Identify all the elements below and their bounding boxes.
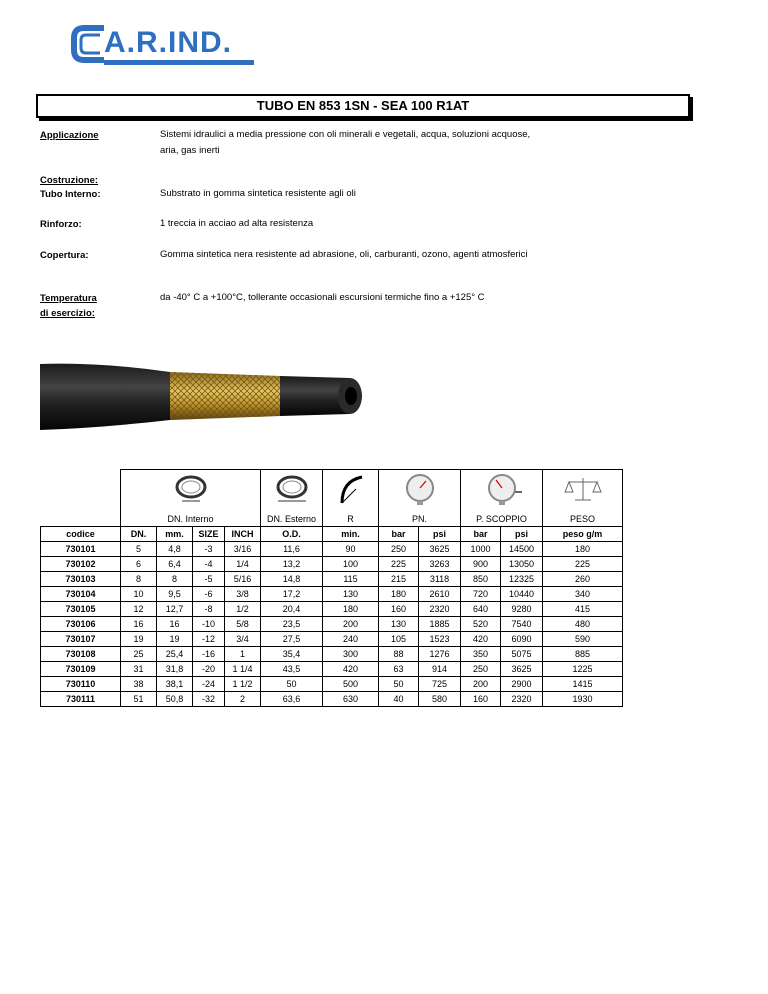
- peso-header: PESO: [543, 512, 623, 527]
- table-cell: 180: [379, 587, 419, 602]
- table-cell: 1885: [419, 617, 461, 632]
- table-cell: 6: [121, 557, 157, 572]
- table-cell: 35,4: [261, 647, 323, 662]
- table-cell: 50,8: [157, 692, 193, 707]
- table-cell: 2320: [501, 692, 543, 707]
- table-cell: 630: [323, 692, 379, 707]
- table-cell: -6: [193, 587, 225, 602]
- table-row: [41, 617, 623, 632]
- table-cell: 38,1: [157, 677, 193, 692]
- table-cell: 12,7: [157, 602, 193, 617]
- table-cell: -20: [193, 662, 225, 677]
- table-cell: 180: [323, 602, 379, 617]
- pn-header: PN.: [379, 512, 461, 527]
- table-cell: 3625: [419, 542, 461, 557]
- table-cell: 1225: [543, 662, 623, 677]
- table-cell: 2: [225, 692, 261, 707]
- product-code-cell: 730105: [41, 602, 121, 617]
- copertura-label: Copertura:: [40, 250, 89, 261]
- column-header: DN.: [121, 527, 157, 542]
- table-cell: 8: [121, 572, 157, 587]
- table-cell: -3: [193, 542, 225, 557]
- product-code-cell: 730103: [41, 572, 121, 587]
- table-cell: 130: [323, 587, 379, 602]
- table-cell: 725: [419, 677, 461, 692]
- table-cell: 160: [461, 692, 501, 707]
- table-cell: 180: [543, 542, 623, 557]
- dn-interno-header: DN. Interno: [121, 512, 261, 527]
- column-header: INCH: [225, 527, 261, 542]
- tubo-interno-label: Tubo Interno:: [40, 189, 101, 200]
- table-cell: 105: [379, 632, 419, 647]
- table-cell: 300: [323, 647, 379, 662]
- column-header: psi: [419, 527, 461, 542]
- table-cell: 900: [461, 557, 501, 572]
- table-row: [41, 662, 623, 677]
- table-cell: 225: [379, 557, 419, 572]
- table-row: [41, 647, 623, 662]
- product-code-cell: 730102: [41, 557, 121, 572]
- table-row: [41, 677, 623, 692]
- table-cell: -4: [193, 557, 225, 572]
- table-cell: 1276: [419, 647, 461, 662]
- table-row: [41, 692, 623, 707]
- table-cell: 1: [225, 647, 261, 662]
- table-cell: 340: [543, 587, 623, 602]
- table-cell: 480: [543, 617, 623, 632]
- applicazione-value: Sistemi idraulici a media pressione con oli minerali e vegetali, acqua, soluzioni acquose, aria, gas inerti: [160, 129, 531, 156]
- table-cell: 1415: [543, 677, 623, 692]
- table-cell: 6,4: [157, 557, 193, 572]
- table-cell: 100: [323, 557, 379, 572]
- product-code-cell: 730111: [41, 692, 121, 707]
- table-cell: 13,2: [261, 557, 323, 572]
- table-cell: -24: [193, 677, 225, 692]
- table-cell: 9280: [501, 602, 543, 617]
- outer-diameter-icon-cell: [261, 470, 323, 513]
- table-cell: -32: [193, 692, 225, 707]
- table-cell: 914: [419, 662, 461, 677]
- table-cell: 63,6: [261, 692, 323, 707]
- table-cell: 1/2: [225, 602, 261, 617]
- table-cell: 23,5: [261, 617, 323, 632]
- column-header: bar: [379, 527, 419, 542]
- table-cell: 20,4: [261, 602, 323, 617]
- scale-icon: [563, 474, 603, 504]
- table-cell: 38: [121, 677, 157, 692]
- product-code-cell: 730110: [41, 677, 121, 692]
- column-header-row: [41, 527, 623, 542]
- table-cell: 580: [419, 692, 461, 707]
- table-cell: 2900: [501, 677, 543, 692]
- table-cell: 3/4: [225, 632, 261, 647]
- table-cell: 14,8: [261, 572, 323, 587]
- table-cell: 51: [121, 692, 157, 707]
- table-cell: 420: [461, 632, 501, 647]
- outer-ring-icon: [272, 473, 312, 505]
- table-cell: 9,5: [157, 587, 193, 602]
- company-logo: [70, 24, 250, 66]
- table-cell: 590: [543, 632, 623, 647]
- table-cell: 240: [323, 632, 379, 647]
- column-header: SIZE: [193, 527, 225, 542]
- table-cell: 6090: [501, 632, 543, 647]
- table-cell: 19: [121, 632, 157, 647]
- product-code-cell: 730108: [41, 647, 121, 662]
- applicazione-label: Applicazione: [40, 130, 99, 141]
- table-cell: 415: [543, 602, 623, 617]
- table-cell: 1 1/4: [225, 662, 261, 677]
- product-code-cell: 730109: [41, 662, 121, 677]
- table-cell: 2610: [419, 587, 461, 602]
- table-cell: 50: [261, 677, 323, 692]
- table-cell: 31,8: [157, 662, 193, 677]
- table-cell: 16: [157, 617, 193, 632]
- table-cell: 115: [323, 572, 379, 587]
- table-cell: 520: [461, 617, 501, 632]
- table-cell: 260: [543, 572, 623, 587]
- table-cell: -8: [193, 602, 225, 617]
- table-cell: 7540: [501, 617, 543, 632]
- inner-ring-icon: [171, 473, 211, 505]
- column-header: mm.: [157, 527, 193, 542]
- table-cell: 3118: [419, 572, 461, 587]
- weight-icon-cell: [543, 470, 623, 513]
- hose-image: [40, 358, 380, 434]
- copertura-value: Gomma sintetica nera resistente ad abrasione, oli, carburanti, ozono, agenti atmosferici: [160, 249, 528, 260]
- table-cell: -16: [193, 647, 225, 662]
- table-cell: 225: [543, 557, 623, 572]
- inner-diameter-icon-cell: [121, 470, 261, 513]
- di-esercizio-label: di esercizio:: [40, 308, 95, 319]
- product-code-cell: 730104: [41, 587, 121, 602]
- column-header: codice: [41, 527, 121, 542]
- rinforzo-label: Rinforzo:: [40, 219, 82, 230]
- table-cell: 63: [379, 662, 419, 677]
- table-cell: 130: [379, 617, 419, 632]
- table-cell: 16: [121, 617, 157, 632]
- table-cell: 10440: [501, 587, 543, 602]
- table-row: [41, 587, 623, 602]
- table-cell: 50: [379, 677, 419, 692]
- logo-underline: [104, 60, 254, 65]
- temperatura-label: Temperatura: [40, 293, 97, 304]
- table-cell: 3625: [501, 662, 543, 677]
- table-cell: 11,6: [261, 542, 323, 557]
- pressure-gauge-icon: [402, 472, 438, 506]
- rinforzo-value: 1 treccia in acciao ad alta resistenza: [160, 218, 314, 229]
- table-cell: 5/16: [225, 572, 261, 587]
- table-cell: 250: [461, 662, 501, 677]
- empty-cell: [41, 470, 121, 513]
- table-cell: 12325: [501, 572, 543, 587]
- table-cell: -12: [193, 632, 225, 647]
- table-cell: -10: [193, 617, 225, 632]
- bend-radius-icon-cell: [323, 470, 379, 513]
- burst-gauge-icon: [480, 472, 524, 506]
- title-bar: [36, 94, 690, 118]
- table-cell: 885: [543, 647, 623, 662]
- logo-text: A.R.IND.: [104, 26, 232, 59]
- table-cell: -5: [193, 572, 225, 587]
- product-code-cell: 730101: [41, 542, 121, 557]
- table-cell: 40: [379, 692, 419, 707]
- table-cell: 1523: [419, 632, 461, 647]
- table-cell: 3/16: [225, 542, 261, 557]
- table-cell: 12: [121, 602, 157, 617]
- table-cell: 1000: [461, 542, 501, 557]
- table-cell: 17,2: [261, 587, 323, 602]
- product-code-cell: 730106: [41, 617, 121, 632]
- table-cell: 5/8: [225, 617, 261, 632]
- empty-cell: [41, 512, 121, 527]
- temperatura-value: da -40° C a +100°C, tollerante occasionali escursioni termiche fino a +125° C: [160, 292, 485, 303]
- table-cell: 25,4: [157, 647, 193, 662]
- working-pressure-icon-cell: [379, 470, 461, 513]
- table-cell: 200: [323, 617, 379, 632]
- product-code-cell: 730107: [41, 632, 121, 647]
- table-cell: 10: [121, 587, 157, 602]
- table-cell: 43,5: [261, 662, 323, 677]
- table-body: [41, 542, 623, 707]
- table-cell: 8: [157, 572, 193, 587]
- burst-pressure-icon-cell: [461, 470, 543, 513]
- table-cell: 5: [121, 542, 157, 557]
- table-cell: 160: [379, 602, 419, 617]
- table-cell: 500: [323, 677, 379, 692]
- column-header: min.: [323, 527, 379, 542]
- table-cell: 25: [121, 647, 157, 662]
- dn-esterno-header: DN. Esterno: [261, 512, 323, 527]
- table-cell: 720: [461, 587, 501, 602]
- costruzione-label: Costruzione:: [40, 175, 99, 186]
- table-cell: 13050: [501, 557, 543, 572]
- table-cell: 88: [379, 647, 419, 662]
- table-row: [41, 542, 623, 557]
- table-cell: 250: [379, 542, 419, 557]
- table-cell: 90: [323, 542, 379, 557]
- p-scoppio-header: P. SCOPPIO: [461, 512, 543, 527]
- table-cell: 850: [461, 572, 501, 587]
- table-row: [41, 572, 623, 587]
- column-header: peso g/m: [543, 527, 623, 542]
- table-cell: 1 1/2: [225, 677, 261, 692]
- table-cell: 350: [461, 647, 501, 662]
- r-header: R: [323, 512, 379, 527]
- table-cell: 5075: [501, 647, 543, 662]
- column-header: bar: [461, 527, 501, 542]
- table-cell: 19: [157, 632, 193, 647]
- table-row: [41, 557, 623, 572]
- table-row: [41, 632, 623, 647]
- table-cell: 1/4: [225, 557, 261, 572]
- table-cell: 2320: [419, 602, 461, 617]
- table-cell: 4,8: [157, 542, 193, 557]
- table-cell: 1930: [543, 692, 623, 707]
- table-cell: 215: [379, 572, 419, 587]
- bend-radius-icon: [336, 473, 366, 505]
- table-cell: 14500: [501, 542, 543, 557]
- column-header: psi: [501, 527, 543, 542]
- table-cell: 420: [323, 662, 379, 677]
- table-cell: 640: [461, 602, 501, 617]
- table-cell: 3263: [419, 557, 461, 572]
- table-cell: 31: [121, 662, 157, 677]
- column-header: O.D.: [261, 527, 323, 542]
- table-cell: 3/8: [225, 587, 261, 602]
- page-title: TUBO EN 853 1SN - SEA 100 R1AT: [256, 98, 470, 113]
- table-cell: 200: [461, 677, 501, 692]
- table-cell: 27,5: [261, 632, 323, 647]
- tubo-interno-value: Substrato in gomma sintetica resistente agli oli: [160, 188, 356, 199]
- table-row: [41, 602, 623, 617]
- specs-table: [40, 469, 623, 707]
